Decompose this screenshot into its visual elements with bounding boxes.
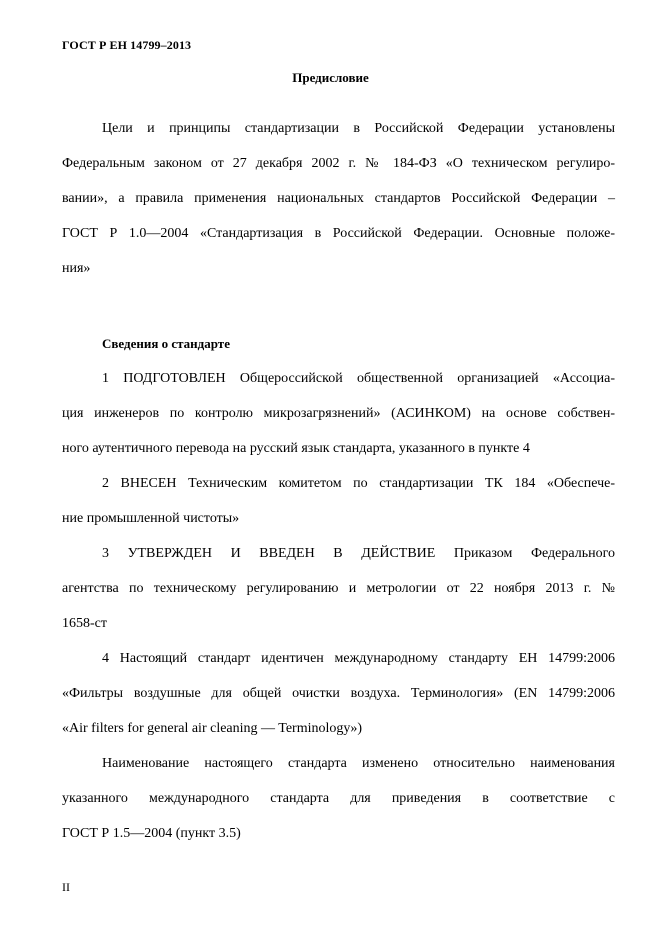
item-1-line: 1 ПОДГОТОВЛЕН Общероссийской общественной организацией «Ассоциа-: [102, 371, 615, 386]
foreword-title: Предисловие: [292, 70, 369, 85]
page-number: II: [62, 880, 70, 894]
item-3-line: агентства по техническому регулированию и метрологии от 22 ноября 2013 г. №: [62, 581, 615, 596]
note-line: ГОСТ Р 1.5—2004 (пункт 3.5): [62, 826, 241, 841]
paragraph-line: вании», а правила применения национальных стандартов Российской Федерации –: [62, 191, 615, 206]
note-line: Наименование настоящего стандарта изменено относительно наименования: [102, 756, 615, 771]
info-heading: Сведения о стандарте: [102, 336, 230, 351]
item-2-line: 2 ВНЕСЕН Техническим комитетом по стандартизации ТК 184 «Обеспече-: [102, 476, 615, 491]
item-3-line: 3 УТВЕРЖДЕН И ВВЕДЕН В ДЕЙСТВИЕ Приказом Федерального: [102, 546, 615, 561]
item-4-line: «Air filters for general air cleaning — Terminology»): [62, 721, 363, 736]
item-3-line: 1658-ст: [62, 616, 107, 631]
paragraph-line: Федеральным законом от 27 декабря 2002 г. № 184-ФЗ «О техническом регулиро-: [62, 156, 615, 171]
info-section: [62, 335, 615, 860]
foreword-paragraph: [62, 120, 615, 295]
item-1-line: ция инженеров по контролю микрозагрязнений» (АСИНКОМ) на основе собствен-: [62, 406, 615, 421]
document-code: ГОСТ Р ЕН 14799–2013: [62, 38, 192, 52]
item-4-line: «Фильтры воздушные для общей очистки воздуха. Терминология» (EN 14799:2006: [62, 686, 615, 701]
paragraph-line: Цели и принципы стандартизации в Российской Федерации установлены: [102, 121, 615, 136]
paragraph-line: ния»: [62, 261, 91, 276]
item-2-line: ние промышленной чистоты»: [62, 511, 240, 526]
item-4-line: 4 Настоящий стандарт идентичен международному стандарту ЕН 14799:2006: [102, 651, 615, 666]
item-1-line: ного аутентичного перевода на русский язык стандарта, указанного в пункте 4: [62, 441, 530, 456]
paragraph-line: ГОСТ Р 1.0—2004 «Стандартизация в Российской Федерации. Основные положе-: [62, 226, 615, 241]
note-line: указанного международного стандарта для приведения в соответствие с: [62, 791, 615, 806]
